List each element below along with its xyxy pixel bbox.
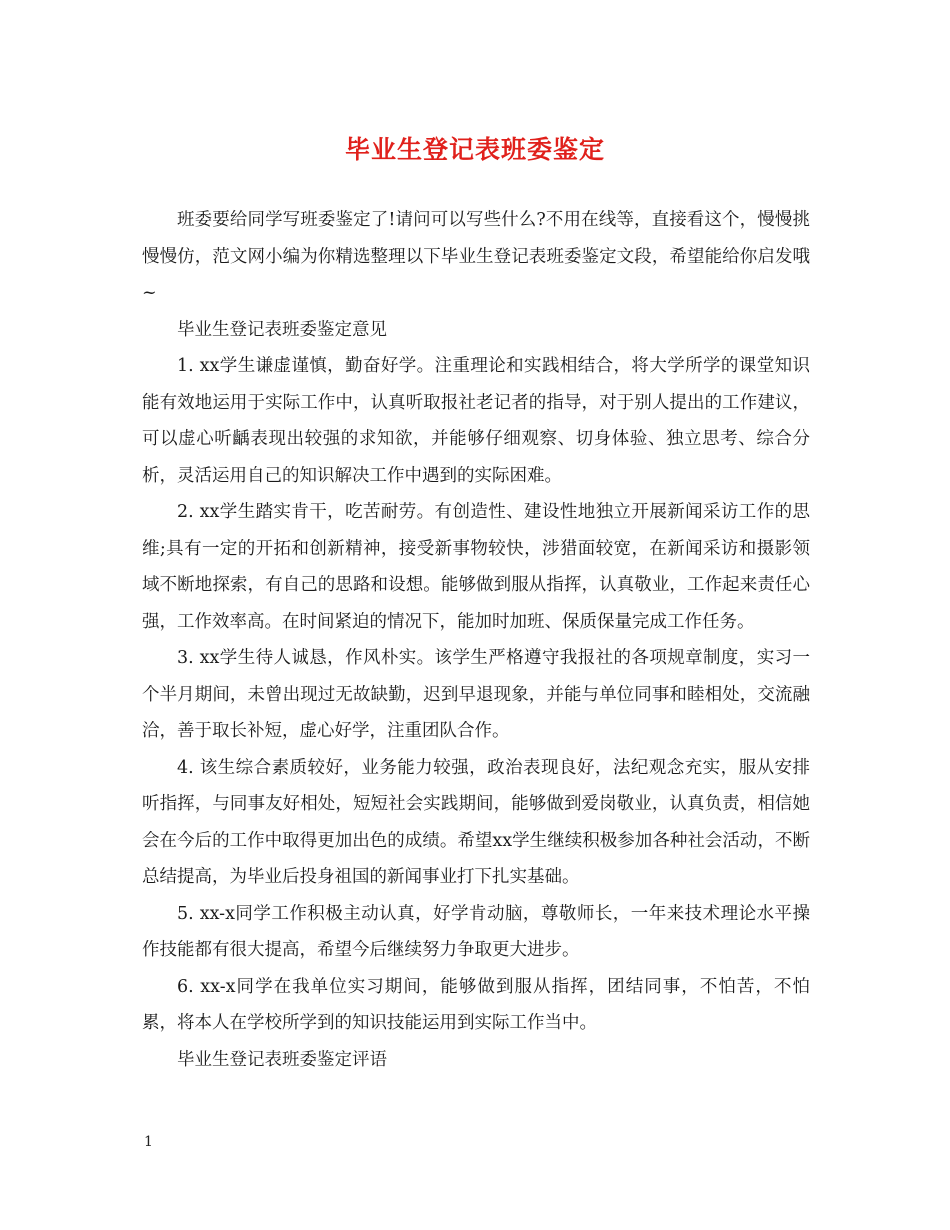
paragraph-item-3: 3. xx学生待人诚恳，作风朴实。该学生严格遵守我报社的各项规章制度，实习一个半月期间，未曾出现过无故缺勤，迟到早退现象，并能与单位同事和睦相处，交流融洽，善于取长补短，虚心好学，注重团队合作。 [142,648,810,741]
paragraph-item-5: 5. xx-x同学工作积极主动认真，好学肯动脑，尊敬师长，一年来技术理论水平操作技能都有很大提高，希望今后继续努力争取更大进步。 [142,903,810,960]
paragraph-item-6: 6. xx-x同学在我单位实习期间，能够做到服从指挥，团结同事，不怕苦，不怕累，将本人在学校所学到的知识技能运用到实际工作当中。 [142,976,810,1033]
document-body [142,202,810,1078]
section-heading-comment: 毕业生登记表班委鉴定评语 [177,1049,387,1070]
paragraph-item-1: 1. xx学生谦虚谨慎，勤奋好学。注重理论和实践相结合，将大学所学的课堂知识能有效地运用于实际工作中，认真听取报社老记者的指导，对于别人提出的工作建议，可以虚心听齲表现出较强的求知欲，并能够仔细观察、切身体验、独立思考、综合分析，灵活运用自己的知识解决工作中遇到的实际困难。 [142,356,810,486]
section-heading-opinion: 毕业生登记表班委鉴定意见 [177,319,387,340]
page-number: 1 [144,1134,153,1150]
paragraph-item-2: 2. xx学生踏实肯干，吃苦耐劳。有创造性、建设性地独立开展新闻采访工作的思维;具有一定的开拓和创新精神，接受新事物较快，涉猎面较宽，在新闻采访和摄影领域不断地探索，有自己的思路和设想。能够做到服从指挥，认真敬业，工作起来责任心强，工作效率高。在时间紧迫的情况下，能加时加班、保质保量完成工作任务。 [142,502,810,632]
paragraph-item-4: 4. 该生综合素质较好，业务能力较强，政治表现良好，法纪观念充实，服从安排听指挥，与同事友好相处，短短社会实践期间，能够做到爱岗敬业，认真负责，相信她会在今后的工作中取得更加出色的成绩。希望xx学生继续积极参加各种社会活动，不断总结提高，为毕业后投身祖国的新闻事业打下扎实基础。 [142,757,810,887]
document-title: 毕业生登记表班委鉴定 [344,135,605,164]
paragraph-intro: 班委要给同学写班委鉴定了!请问可以写些什么?不用在线等，直接看这个，慢慢挑慢慢仿，范文网小编为你精选整理以下毕业生登记表班委鉴定文段，希望能给你启发哦~ [142,210,810,303]
